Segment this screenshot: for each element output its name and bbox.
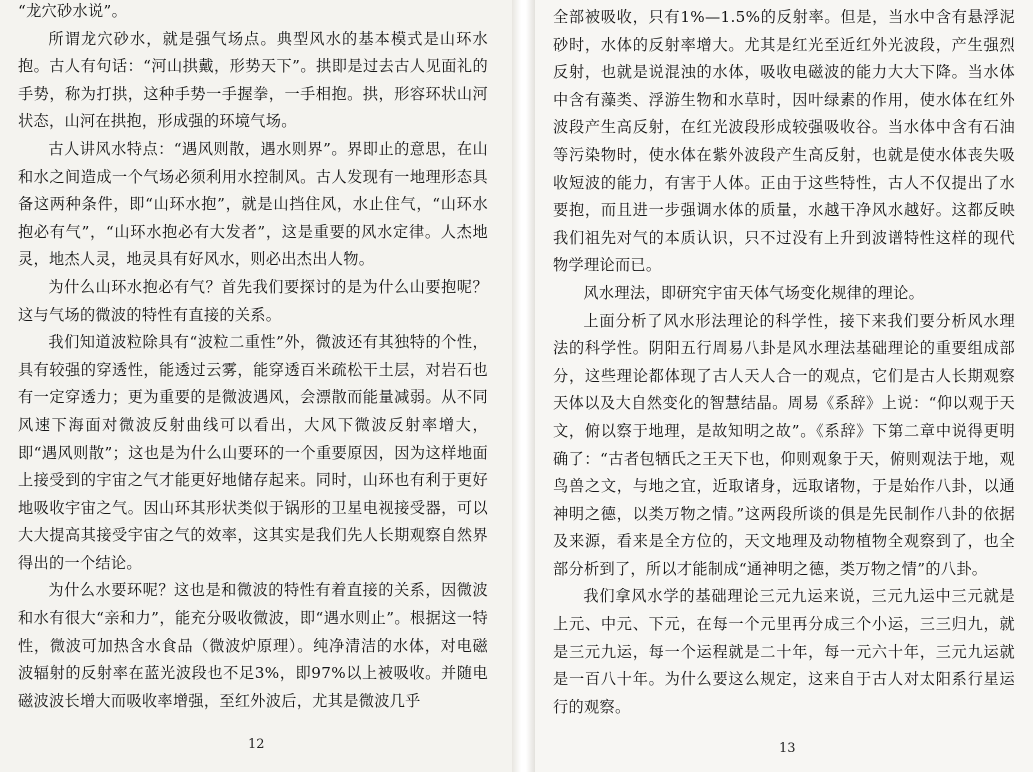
page-number: 13 <box>779 741 796 756</box>
right-page <box>535 0 1033 772</box>
page-number: 12 <box>248 737 265 752</box>
left-page <box>0 0 512 772</box>
left-page-text <box>18 0 488 715</box>
paragraph: 全部被吸收，只有1%—1.5%的反射率。但是，当水中含有悬浮泥砂时，水体的反射率增大。尤其是红光至近红外光波段，产生强烈反射，也就是说混浊的水体，吸收电磁波的能力大大下降。当水体中含有藻类、浮游生物和水草时，因叶绿素的作用，使水体在红外波段产生高反射，在红光波段形成较强吸收谷。当水体中含有石油等污染物时，使水体在紫外波段产生高反射，也就是使水体丧失吸收短波的能力，有害于人体。正由于这些特性，古人不仅提出了水要抱，而且进一步强调水体的质量，水越干净风水越好。这都反映我们祖先对气的本质认识，只不过没有上升到波谱特性这样的现代物学理论而已。 <box>553 8 1015 275</box>
paragraph: 我们拿风水学的基础理论三元九运来说，三元九运中三元就是上元、中元、下元，在每一个元里再分成三个小运，三三归九，就是三元九运，每一个运程就是二十年，每一元六十年，三元九运就是一百八十年。为什么要这么规定，这来自于古人对太阳系行星运行的观察。 <box>553 587 1015 716</box>
paragraph: 为什么山环水抱必有气？首先我们要探讨的是为什么山要抱呢？这与气场的微波的特性有直接的关系。 <box>18 277 488 324</box>
paragraph: 所谓龙穴砂水，就是强气场点。典型风水的基本模式是山环水抱。古人有句话：“河山拱戴，形势天下”。拱即是过去古人见面礼的手势，称为打拱，这种手势一手握拳，一手相抱。拱，形容环状山河状态，山河在拱抱，形成强的环境气场。 <box>18 29 488 131</box>
paragraph: 古人讲风水特点：“遇风则散，遇水则界”。界即止的意思，在山和水之间造成一个气场必须利用水控制风。古人发现有一地理形态具备这两种条件，即“山环水抱”，就是山挡住风，水止住气，“山环水抱必有气”，“山环水抱必有大发者”，这是重要的风水定律。人杰地灵，地杰人灵，地灵具有好风水，则必出杰出人物。 <box>18 139 488 269</box>
paragraph: 我们知道波粒除具有“波粒二重性”外，微波还有其独特的个性，具有较强的穿透性，能透过云雾，能穿透百米疏松干土层，对岩石也有一定穿透力；更为重要的是微波遇风，会漂散而能量减弱。从不同风速下海面对微波反射曲线可以看出，大风下微波反射率增大，即“遇风则散”；这也是为什么山要环的一个重要原因，因为这样地面上接受到的宇宙之气才能更好地储存起来。同时，山环也有利于更好地吸收宇宙之气。因山环其形状类似于锅形的卫星电视接受器，可以大大提高其接受宇宙之气的效率，这其实是我们先人长期观察自然界得出的一个结论。 <box>18 333 488 572</box>
paragraph: “龙穴砂水说”。 <box>18 2 128 20</box>
book-gutter <box>512 0 535 772</box>
paragraph: 为什么水要环呢？这也是和微波的特性有着直接的关系，因微波和水有很大“亲和力”，能充分吸收微波，即“遇水则止”。根据这一特性，微波可加热含水食品（微波炉原理）。纯净清洁的水体，对电磁波辐射的反射率在蓝光波段也不足3%，即97%以上被吸收。并随电磁波波长增大而吸收率增强，至红外波后，尤其是微波几乎 <box>18 581 488 710</box>
paragraph: 上面分析了风水形法理论的科学性，接下来我们要分析风水理法的科学性。阴阳五行周易八卦是风水理法基础理论的重要组成部分，这些理论都体现了古人天人合一的观点，它们是古人长期观察天体以及大自然变化的智慧结晶。周易《系辞》上说：“仰以观于天文，俯以察于地理，是故知明之故”。《系辞》下第二章中说得更明确了：“古者包牺氏之王天下也，仰则观象于天，俯则观法于地，观鸟兽之文，与地之宜，近取诸身，远取诸物，于是始作八卦，以通神明之德，以类万物之情。”这两段所谈的俱是先民制作八卦的依据及来源，看来是全方位的，天文地理及动物植物全观察到了，也全部分析到了，所以才能制成“通神明之德，类万物之情”的八卦。 <box>553 311 1015 578</box>
paragraph: 风水理法，即研究宇宙天体气场变化规律的理论。 <box>583 283 925 302</box>
right-page-text <box>553 4 1015 721</box>
